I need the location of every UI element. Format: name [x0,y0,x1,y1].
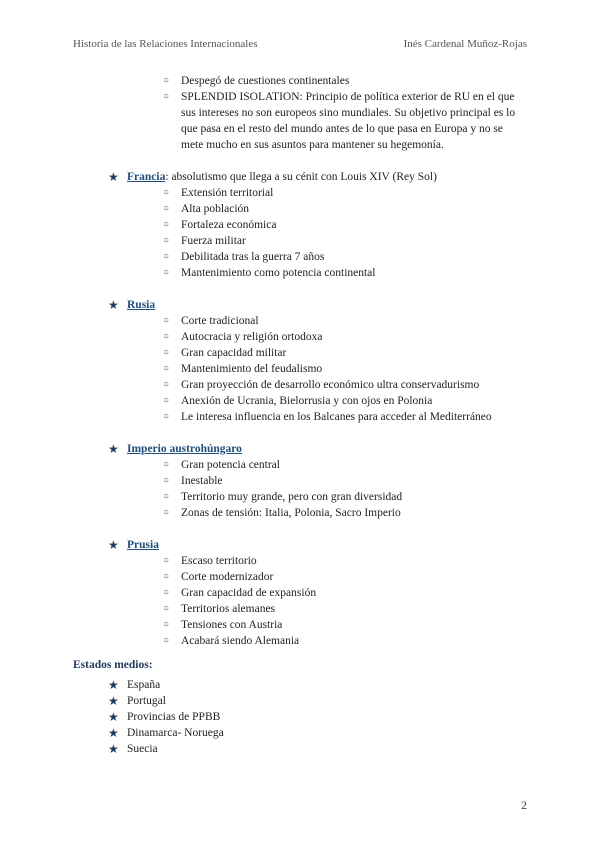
circle-bullet-icon: ○ [163,75,170,86]
section-heading-rusia [0,297,600,313]
circle-bullet-icon: ○ [163,411,170,422]
list-item: ○ Anexión de Ucrania, Bielorrusia y con ojos en Polonia [163,395,433,407]
circle-bullet-icon: ○ [163,219,170,230]
list-item: ○ Fuerza militar [163,235,246,247]
estados-medios-heading: Estados medios: [73,659,153,671]
list-item: ○ Corte tradicional [163,315,259,327]
circle-bullet-icon: ○ [163,267,170,278]
list-item: ○ Inestable [163,475,223,487]
list-item: ○ Tensiones con Austria [163,619,283,631]
circle-bullet-icon: ○ [163,235,170,246]
list-item: ○ Gran proyección de desarrollo económico ultra conservadurismo [163,379,480,391]
document-body [0,73,600,757]
circle-bullet-icon: ○ [163,187,170,198]
list-item: ○ Fortaleza económica [163,219,277,231]
star-bullet-icon: ★ [108,710,119,724]
list-item: ○ Gran potencia central [163,459,280,471]
header-course-title: Historia de las Relaciones Internacionales [73,38,258,50]
section-heading-prusia [0,537,600,553]
circle-bullet-icon: ○ [163,379,170,390]
circle-bullet-icon: ○ [163,491,170,502]
star-bullet-icon: ★ [108,442,119,456]
list-item: ★ Provincias de PPBB [108,710,221,724]
list-item: ★ Portugal [108,694,166,708]
circle-bullet-icon: ○ [163,203,170,214]
circle-bullet-icon: ○ [163,555,170,566]
imperio-austrohungaro-link[interactable]: Imperio austrohúngaro [127,443,242,455]
list-item: ○ Autocracia y religión ortodoxa [163,331,323,343]
page-number: 2 [521,798,527,812]
list-item: ○ Gran capacidad de expansión [163,587,317,599]
circle-bullet-icon: ○ [163,603,170,614]
section-heading-imperio-austrohungaro [0,441,600,457]
list-item: ○ Le interesa influencia en los Balcanes para acceder al Mediterráneo [163,411,492,423]
list-item: ○ Despegó de cuestiones continentales [163,75,350,87]
circle-bullet-icon: ○ [163,347,170,358]
section-heading-francia: ★ Francia: absolutismo que llega a su cénit con Louis XIV (Rey Sol) [108,170,437,184]
francia-link[interactable]: Francia [127,171,166,183]
star-bullet-icon: ★ [108,170,119,184]
circle-bullet-icon: ○ [163,315,170,326]
page-header [73,38,527,54]
list-item: ○ Gran capacidad militar [163,347,287,359]
circle-bullet-icon: ○ [163,507,170,518]
rusia-link[interactable]: Rusia [127,299,156,311]
circle-bullet-icon: ○ [163,619,170,630]
circle-bullet-icon: ○ [163,91,170,102]
list-item: ○ Mantenimiento del feudalismo [163,363,323,375]
star-bullet-icon: ★ [108,726,119,740]
list-item: ○ Territorios alemanes [163,603,276,615]
star-bullet-icon: ★ [108,678,119,692]
star-bullet-icon: ★ [108,538,119,552]
list-item: ○ Escaso territorio [163,555,257,567]
prusia-link[interactable]: Prusia [127,539,159,551]
list-item: ○ Acabará siendo Alemania [163,635,300,647]
list-item: ○ Mantenimiento como potencia continental [163,267,376,279]
list-item: ○ Territorio muy grande, pero con gran diversidad [163,491,403,503]
list-item: ○ Extensión territorial [163,187,274,199]
circle-bullet-icon: ○ [163,251,170,262]
list-item: ★ España [108,678,161,692]
circle-bullet-icon: ○ [163,395,170,406]
list-item: ○ Corte modernizador [163,571,274,583]
circle-bullet-icon: ○ [163,459,170,470]
list-item: ○ SPLENDID ISOLATION: Principio de política exterior de RU en el que sus intereses no son europeos sino mundiales. Su objetivo principal es lo que pasa en el resto del mundo antes de lo que pasa en Europa y no se mete mucho en sus asuntos para mantener su hegemonía. [163,91,516,151]
circle-bullet-icon: ○ [163,475,170,486]
list-item: ○ Debilitada tras la guerra 7 años [163,251,325,263]
circle-bullet-icon: ○ [163,571,170,582]
circle-bullet-icon: ○ [163,587,170,598]
star-bullet-icon: ★ [108,298,119,312]
circle-bullet-icon: ○ [163,363,170,374]
circle-bullet-icon: ○ [163,635,170,646]
star-bullet-icon: ★ [108,694,119,708]
header-author: Inés Cardenal Muñoz-Rojas [403,38,527,50]
list-item: ★ Dinamarca- Noruega [108,726,224,740]
list-item: ○ Zonas de tensión: Italia, Polonia, Sacro Imperio [163,507,401,519]
list-item: ○ Alta población [163,203,250,215]
circle-bullet-icon: ○ [163,331,170,342]
list-item: ★ Suecia [108,742,158,756]
star-bullet-icon: ★ [108,742,119,756]
